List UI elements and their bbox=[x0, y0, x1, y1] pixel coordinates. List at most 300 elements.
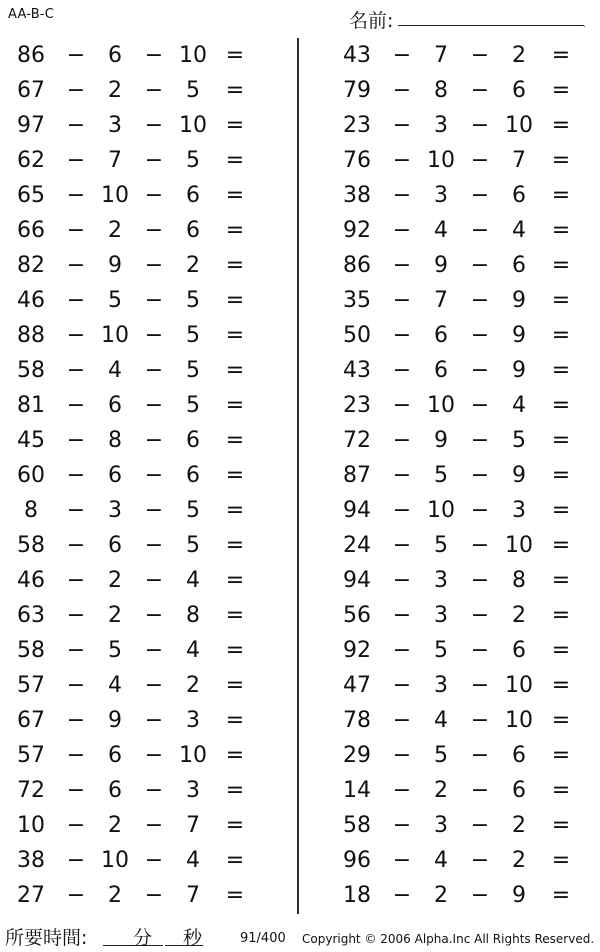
right-problem-column bbox=[326, 38, 600, 913]
problem-row bbox=[326, 213, 600, 248]
third-number: 4 bbox=[186, 848, 200, 873]
first-number: 27 bbox=[17, 883, 45, 908]
third-number: 5 bbox=[186, 358, 200, 383]
problem-row bbox=[326, 843, 600, 878]
minus-sign: − bbox=[392, 848, 412, 873]
minus-sign: − bbox=[144, 218, 164, 243]
equals-sign: = bbox=[225, 183, 245, 208]
third-number: 6 bbox=[512, 778, 526, 803]
equals-sign: = bbox=[551, 393, 571, 418]
third-number: 5 bbox=[186, 148, 200, 173]
second-number: 6 bbox=[108, 778, 122, 803]
first-number: 87 bbox=[343, 463, 371, 488]
minus-sign: − bbox=[144, 358, 164, 383]
equals-sign: = bbox=[551, 43, 571, 68]
minus-sign: − bbox=[470, 43, 490, 68]
minus-sign: − bbox=[66, 393, 86, 418]
second-number: 5 bbox=[434, 638, 448, 663]
minus-sign: − bbox=[66, 323, 86, 348]
problem-row bbox=[0, 458, 290, 493]
third-number: 5 bbox=[186, 533, 200, 558]
minus-sign: − bbox=[470, 603, 490, 628]
third-number: 9 bbox=[512, 358, 526, 383]
minus-sign: − bbox=[392, 78, 412, 103]
problem-row bbox=[326, 668, 600, 703]
third-number: 5 bbox=[186, 323, 200, 348]
first-number: 82 bbox=[17, 253, 45, 278]
equals-sign: = bbox=[551, 323, 571, 348]
third-number: 6 bbox=[186, 218, 200, 243]
third-number: 7 bbox=[186, 813, 200, 838]
equals-sign: = bbox=[225, 218, 245, 243]
minus-sign: − bbox=[144, 603, 164, 628]
third-number: 6 bbox=[512, 743, 526, 768]
problem-row bbox=[0, 213, 290, 248]
problem-row bbox=[326, 528, 600, 563]
first-number: 86 bbox=[17, 43, 45, 68]
second-number: 2 bbox=[108, 568, 122, 593]
minus-sign: − bbox=[470, 113, 490, 138]
problem-row bbox=[326, 878, 600, 913]
second-number: 2 bbox=[108, 603, 122, 628]
minus-sign: − bbox=[470, 498, 490, 523]
minus-sign: − bbox=[470, 533, 490, 558]
minus-sign: − bbox=[66, 428, 86, 453]
third-number: 8 bbox=[512, 568, 526, 593]
third-number: 5 bbox=[512, 428, 526, 453]
equals-sign: = bbox=[225, 78, 245, 103]
first-number: 88 bbox=[17, 323, 45, 348]
problem-row bbox=[326, 458, 600, 493]
first-number: 94 bbox=[343, 568, 371, 593]
problem-row bbox=[0, 73, 290, 108]
page-number: 91/400 bbox=[240, 931, 286, 946]
equals-sign: = bbox=[551, 113, 571, 138]
problem-row bbox=[0, 248, 290, 283]
second-number: 9 bbox=[434, 428, 448, 453]
minus-sign: − bbox=[66, 883, 86, 908]
equals-sign: = bbox=[225, 498, 245, 523]
second-number: 6 bbox=[434, 323, 448, 348]
minus-sign: − bbox=[392, 498, 412, 523]
minus-sign: − bbox=[392, 253, 412, 278]
first-number: 10 bbox=[17, 813, 45, 838]
third-number: 2 bbox=[186, 673, 200, 698]
equals-sign: = bbox=[225, 358, 245, 383]
equals-sign: = bbox=[551, 813, 571, 838]
minus-sign: − bbox=[392, 463, 412, 488]
third-number: 10 bbox=[179, 43, 207, 68]
first-number: 65 bbox=[17, 183, 45, 208]
second-number: 8 bbox=[108, 428, 122, 453]
second-number: 5 bbox=[434, 463, 448, 488]
minus-sign: − bbox=[470, 673, 490, 698]
equals-sign: = bbox=[551, 778, 571, 803]
equals-sign: = bbox=[225, 813, 245, 838]
third-number: 4 bbox=[512, 218, 526, 243]
minus-sign: − bbox=[392, 603, 412, 628]
first-number: 96 bbox=[343, 848, 371, 873]
minus-sign: − bbox=[66, 498, 86, 523]
third-number: 3 bbox=[186, 778, 200, 803]
third-number: 2 bbox=[512, 43, 526, 68]
seconds-unit: 秒 bbox=[183, 927, 203, 949]
first-number: 58 bbox=[17, 358, 45, 383]
problem-row bbox=[0, 108, 290, 143]
equals-sign: = bbox=[225, 708, 245, 733]
first-number: 72 bbox=[17, 778, 45, 803]
first-number: 57 bbox=[17, 673, 45, 698]
minus-sign: − bbox=[470, 148, 490, 173]
problem-row bbox=[326, 73, 600, 108]
minus-sign: − bbox=[470, 883, 490, 908]
third-number: 3 bbox=[512, 498, 526, 523]
first-number: 24 bbox=[343, 533, 371, 558]
third-number: 7 bbox=[186, 883, 200, 908]
equals-sign: = bbox=[551, 463, 571, 488]
minus-sign: − bbox=[392, 533, 412, 558]
problem-row bbox=[0, 633, 290, 668]
first-number: 23 bbox=[343, 393, 371, 418]
minus-sign: − bbox=[66, 743, 86, 768]
third-number: 2 bbox=[512, 603, 526, 628]
problem-row bbox=[0, 38, 290, 73]
time-required-label: 所要時間: bbox=[5, 927, 88, 949]
first-number: 67 bbox=[17, 708, 45, 733]
second-number: 4 bbox=[434, 848, 448, 873]
name-field-line bbox=[398, 25, 584, 26]
first-number: 29 bbox=[343, 743, 371, 768]
second-number: 6 bbox=[108, 533, 122, 558]
minus-sign: − bbox=[144, 568, 164, 593]
first-number: 92 bbox=[343, 638, 371, 663]
equals-sign: = bbox=[225, 148, 245, 173]
first-number: 62 bbox=[17, 148, 45, 173]
minus-sign: − bbox=[66, 43, 86, 68]
third-number: 5 bbox=[186, 78, 200, 103]
minus-sign: − bbox=[144, 393, 164, 418]
second-number: 2 bbox=[434, 778, 448, 803]
problem-row bbox=[0, 283, 290, 318]
minus-sign: − bbox=[144, 463, 164, 488]
equals-sign: = bbox=[551, 708, 571, 733]
second-number: 6 bbox=[108, 463, 122, 488]
third-number: 10 bbox=[505, 113, 533, 138]
minus-sign: − bbox=[392, 393, 412, 418]
first-number: 50 bbox=[343, 323, 371, 348]
problem-row bbox=[0, 493, 290, 528]
minus-sign: − bbox=[66, 113, 86, 138]
equals-sign: = bbox=[551, 428, 571, 453]
minus-sign: − bbox=[392, 323, 412, 348]
minus-sign: − bbox=[144, 708, 164, 733]
equals-sign: = bbox=[225, 393, 245, 418]
third-number: 10 bbox=[179, 743, 207, 768]
second-number: 9 bbox=[434, 253, 448, 278]
problem-row bbox=[0, 843, 290, 878]
name-label: 名前: bbox=[349, 10, 394, 32]
left-problem-column bbox=[0, 38, 290, 913]
first-number: 86 bbox=[343, 253, 371, 278]
minus-sign: − bbox=[144, 848, 164, 873]
minus-sign: − bbox=[144, 428, 164, 453]
equals-sign: = bbox=[551, 358, 571, 383]
first-number: 92 bbox=[343, 218, 371, 243]
second-number: 6 bbox=[434, 358, 448, 383]
equals-sign: = bbox=[551, 533, 571, 558]
minus-sign: − bbox=[66, 603, 86, 628]
minus-sign: − bbox=[470, 848, 490, 873]
problem-row bbox=[0, 353, 290, 388]
minus-sign: − bbox=[144, 743, 164, 768]
problem-row bbox=[0, 668, 290, 703]
equals-sign: = bbox=[551, 883, 571, 908]
minus-sign: − bbox=[392, 813, 412, 838]
problem-row bbox=[326, 248, 600, 283]
minus-sign: − bbox=[66, 673, 86, 698]
second-number: 10 bbox=[101, 183, 129, 208]
first-number: 38 bbox=[343, 183, 371, 208]
problem-row bbox=[326, 38, 600, 73]
column-divider bbox=[297, 38, 299, 914]
equals-sign: = bbox=[225, 323, 245, 348]
minus-sign: − bbox=[66, 533, 86, 558]
third-number: 4 bbox=[186, 638, 200, 663]
minus-sign: − bbox=[470, 778, 490, 803]
problem-row bbox=[0, 773, 290, 808]
equals-sign: = bbox=[551, 673, 571, 698]
first-number: 97 bbox=[17, 113, 45, 138]
minus-sign: − bbox=[66, 813, 86, 838]
second-number: 3 bbox=[434, 113, 448, 138]
second-number: 2 bbox=[108, 78, 122, 103]
second-number: 4 bbox=[108, 358, 122, 383]
minus-sign: − bbox=[144, 883, 164, 908]
equals-sign: = bbox=[551, 288, 571, 313]
minus-sign: − bbox=[144, 498, 164, 523]
minus-sign: − bbox=[144, 113, 164, 138]
second-number: 10 bbox=[427, 148, 455, 173]
equals-sign: = bbox=[551, 498, 571, 523]
worksheet-code: AA-B-C bbox=[8, 7, 54, 22]
second-number: 2 bbox=[434, 883, 448, 908]
third-number: 6 bbox=[512, 253, 526, 278]
second-number: 3 bbox=[434, 813, 448, 838]
second-number: 3 bbox=[434, 673, 448, 698]
problem-row bbox=[0, 598, 290, 633]
second-number: 2 bbox=[108, 883, 122, 908]
problem-row bbox=[326, 178, 600, 213]
minus-sign: − bbox=[66, 463, 86, 488]
minus-sign: − bbox=[470, 358, 490, 383]
third-number: 2 bbox=[186, 253, 200, 278]
minus-sign: − bbox=[66, 848, 86, 873]
problem-row bbox=[326, 143, 600, 178]
third-number: 10 bbox=[505, 708, 533, 733]
first-number: 58 bbox=[343, 813, 371, 838]
equals-sign: = bbox=[225, 778, 245, 803]
equals-sign: = bbox=[225, 883, 245, 908]
second-number: 9 bbox=[108, 708, 122, 733]
second-number: 5 bbox=[108, 288, 122, 313]
third-number: 6 bbox=[512, 78, 526, 103]
second-number: 3 bbox=[108, 498, 122, 523]
problem-row bbox=[0, 808, 290, 843]
minus-sign: − bbox=[392, 288, 412, 313]
minus-sign: − bbox=[392, 218, 412, 243]
second-number: 10 bbox=[101, 323, 129, 348]
minus-sign: − bbox=[392, 43, 412, 68]
equals-sign: = bbox=[551, 603, 571, 628]
problem-row bbox=[326, 283, 600, 318]
problem-row bbox=[0, 738, 290, 773]
first-number: 58 bbox=[17, 533, 45, 558]
minus-sign: − bbox=[66, 358, 86, 383]
first-number: 38 bbox=[17, 848, 45, 873]
equals-sign: = bbox=[551, 253, 571, 278]
second-number: 3 bbox=[434, 183, 448, 208]
equals-sign: = bbox=[225, 743, 245, 768]
first-number: 78 bbox=[343, 708, 371, 733]
minus-sign: − bbox=[144, 673, 164, 698]
first-number: 8 bbox=[24, 498, 38, 523]
problem-row bbox=[326, 108, 600, 143]
minus-sign: − bbox=[66, 183, 86, 208]
problem-row bbox=[326, 738, 600, 773]
minus-sign: − bbox=[66, 778, 86, 803]
third-number: 6 bbox=[186, 183, 200, 208]
minus-sign: − bbox=[470, 323, 490, 348]
minus-sign: − bbox=[470, 463, 490, 488]
problem-row bbox=[326, 353, 600, 388]
equals-sign: = bbox=[551, 183, 571, 208]
minus-sign: − bbox=[470, 638, 490, 663]
first-number: 66 bbox=[17, 218, 45, 243]
problem-row bbox=[0, 388, 290, 423]
problem-row bbox=[0, 528, 290, 563]
first-number: 72 bbox=[343, 428, 371, 453]
second-number: 2 bbox=[108, 813, 122, 838]
problem-row bbox=[326, 423, 600, 458]
minus-sign: − bbox=[144, 323, 164, 348]
minus-sign: − bbox=[470, 78, 490, 103]
third-number: 4 bbox=[186, 568, 200, 593]
second-number: 5 bbox=[434, 743, 448, 768]
problem-row bbox=[326, 318, 600, 353]
third-number: 9 bbox=[512, 463, 526, 488]
first-number: 18 bbox=[343, 883, 371, 908]
second-number: 5 bbox=[434, 533, 448, 558]
minus-sign: − bbox=[144, 288, 164, 313]
first-number: 46 bbox=[17, 288, 45, 313]
minus-sign: − bbox=[66, 288, 86, 313]
minus-sign: − bbox=[66, 218, 86, 243]
minus-sign: − bbox=[66, 568, 86, 593]
minus-sign: − bbox=[470, 288, 490, 313]
first-number: 23 bbox=[343, 113, 371, 138]
first-number: 46 bbox=[17, 568, 45, 593]
equals-sign: = bbox=[551, 568, 571, 593]
second-number: 8 bbox=[434, 78, 448, 103]
copyright-notice: Copyright © 2006 Alpha.Inc All Rights Reserved. bbox=[302, 932, 595, 946]
first-number: 76 bbox=[343, 148, 371, 173]
first-number: 43 bbox=[343, 358, 371, 383]
second-number: 4 bbox=[434, 708, 448, 733]
minus-sign: − bbox=[392, 148, 412, 173]
minus-sign: − bbox=[470, 218, 490, 243]
first-number: 45 bbox=[17, 428, 45, 453]
minus-sign: − bbox=[144, 148, 164, 173]
second-number: 10 bbox=[427, 393, 455, 418]
minus-sign: − bbox=[144, 638, 164, 663]
minus-sign: − bbox=[392, 638, 412, 663]
third-number: 5 bbox=[186, 393, 200, 418]
first-number: 14 bbox=[343, 778, 371, 803]
equals-sign: = bbox=[551, 218, 571, 243]
second-number: 7 bbox=[434, 288, 448, 313]
first-number: 67 bbox=[17, 78, 45, 103]
minus-sign: − bbox=[144, 183, 164, 208]
third-number: 3 bbox=[186, 708, 200, 733]
second-number: 5 bbox=[108, 638, 122, 663]
second-number: 3 bbox=[108, 113, 122, 138]
minus-sign: − bbox=[392, 113, 412, 138]
equals-sign: = bbox=[225, 463, 245, 488]
problem-row bbox=[326, 773, 600, 808]
third-number: 9 bbox=[512, 883, 526, 908]
third-number: 9 bbox=[512, 288, 526, 313]
problem-row bbox=[0, 423, 290, 458]
equals-sign: = bbox=[225, 638, 245, 663]
third-number: 6 bbox=[512, 183, 526, 208]
first-number: 35 bbox=[343, 288, 371, 313]
minus-sign: − bbox=[392, 568, 412, 593]
equals-sign: = bbox=[225, 43, 245, 68]
equals-sign: = bbox=[225, 533, 245, 558]
problem-row bbox=[0, 318, 290, 353]
equals-sign: = bbox=[551, 743, 571, 768]
minus-sign: − bbox=[144, 43, 164, 68]
problem-row bbox=[326, 388, 600, 423]
minus-sign: − bbox=[392, 183, 412, 208]
minus-sign: − bbox=[144, 253, 164, 278]
third-number: 2 bbox=[512, 848, 526, 873]
first-number: 47 bbox=[343, 673, 371, 698]
second-number: 4 bbox=[108, 673, 122, 698]
minus-sign: − bbox=[144, 78, 164, 103]
first-number: 43 bbox=[343, 43, 371, 68]
first-number: 60 bbox=[17, 463, 45, 488]
first-number: 58 bbox=[17, 638, 45, 663]
third-number: 9 bbox=[512, 323, 526, 348]
second-number: 7 bbox=[108, 148, 122, 173]
third-number: 6 bbox=[186, 428, 200, 453]
third-number: 7 bbox=[512, 148, 526, 173]
minutes-unit: 分 bbox=[133, 927, 153, 949]
minus-sign: − bbox=[470, 393, 490, 418]
equals-sign: = bbox=[225, 113, 245, 138]
second-number: 2 bbox=[108, 218, 122, 243]
minus-sign: − bbox=[66, 708, 86, 733]
minus-sign: − bbox=[144, 533, 164, 558]
minus-sign: − bbox=[392, 778, 412, 803]
minus-sign: − bbox=[392, 673, 412, 698]
equals-sign: = bbox=[225, 428, 245, 453]
second-number: 3 bbox=[434, 603, 448, 628]
second-number: 4 bbox=[434, 218, 448, 243]
minus-sign: − bbox=[66, 148, 86, 173]
minus-sign: − bbox=[470, 428, 490, 453]
